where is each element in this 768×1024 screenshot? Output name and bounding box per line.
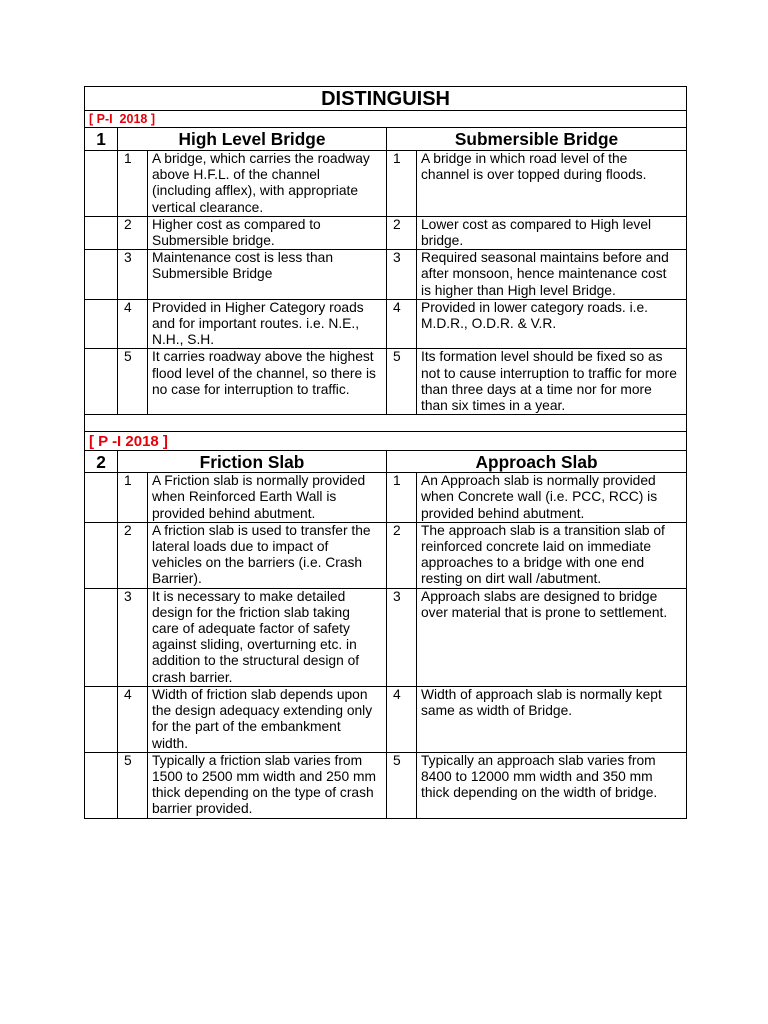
section-1-row-2-right-number: 2 xyxy=(387,216,417,249)
section-2-row-1-right-text: An Approach slab is normally provided when Concrete wall (i.e. PCC, RCC) is provided behind abutment. xyxy=(417,473,687,523)
section-2-row-1-right-number: 1 xyxy=(387,473,417,523)
section-2-row-3-left-text: It is necessary to make detailed design for the friction slab taking care of adequate factor of safety against sliding, overturning etc. in addition to the structural design of crash barrier. xyxy=(148,588,387,686)
document-title: DISTINGUISH xyxy=(85,87,687,111)
section-1-row-2 xyxy=(85,216,687,249)
section-1-row-5-right-number: 5 xyxy=(387,349,417,415)
section-2-row-1-left-text: A Friction slab is normally provided when Reinforced Earth Wall is provided behind abutment. xyxy=(148,473,387,523)
section-2-row-2-right-text: The approach slab is a transition slab of reinforced concrete laid on immediate approaches to a bridge with one end resting on dirt wall /abutment. xyxy=(417,522,687,588)
section-2-row-2-right-number: 2 xyxy=(387,522,417,588)
section-1-row-1-spacer xyxy=(85,151,118,217)
section-2-row-4-right-number: 4 xyxy=(387,686,417,752)
section-2-row-4 xyxy=(85,686,687,752)
section-1-row-3-left-number: 3 xyxy=(118,250,148,300)
section-2-row-5-spacer xyxy=(85,752,118,818)
section-2-row-5-left-text: Typically a friction slab varies from 1500 to 2500 mm width and 250 mm thick depending on the type of crash barrier provided. xyxy=(148,752,387,818)
section-1-left-heading: High Level Bridge xyxy=(118,128,387,151)
section-1-row-3-spacer xyxy=(85,250,118,300)
section-1-row-1 xyxy=(85,151,687,217)
section-1-exam-label: [ P-I 2018 ] xyxy=(85,111,687,128)
section-2-right-heading: Approach Slab xyxy=(387,451,687,473)
section-2-exam-label: [ P -I 2018 ] xyxy=(85,432,687,451)
section-2-header-row xyxy=(85,451,687,473)
section-1-row-4 xyxy=(85,299,687,349)
distinguish-table xyxy=(84,86,687,819)
section-2-left-heading: Friction Slab xyxy=(118,451,387,473)
section-1-right-heading: Submersible Bridge xyxy=(387,128,687,151)
section-2-row-3 xyxy=(85,588,687,686)
section-2-row-3-right-number: 3 xyxy=(387,588,417,686)
section-1-header-row xyxy=(85,128,687,151)
section-2-number: 2 xyxy=(85,451,118,473)
section-2-row-2-spacer xyxy=(85,522,118,588)
section-1-row-3 xyxy=(85,250,687,300)
section-2-row-2-left-number: 2 xyxy=(118,522,148,588)
section-1-row-3-right-text: Required seasonal maintains before and after monsoon, hence maintenance cost is higher than High level Bridge. xyxy=(417,250,687,300)
section-2-row-5-right-text: Typically an approach slab varies from 8400 to 12000 mm width and 350 mm thick depending on the width of bridge. xyxy=(417,752,687,818)
section-2-row-3-spacer xyxy=(85,588,118,686)
section-gap-row xyxy=(85,415,687,432)
section-1-row-1-left-text: A bridge, which carries the roadway above H.F.L. of the channel (including afflex), with appropriate vertical clearance. xyxy=(148,151,387,217)
section-2-row-2-left-text: A friction slab is used to transfer the lateral loads due to impact of vehicles on the barriers (i.e. Crash Barrier). xyxy=(148,522,387,588)
section-2-row-2 xyxy=(85,522,687,588)
section-2-row-3-left-number: 3 xyxy=(118,588,148,686)
section-2-row-1 xyxy=(85,473,687,523)
section-2-row-3-right-text: Approach slabs are designed to bridge over material that is prone to settlement. xyxy=(417,588,687,686)
section-2-row-5-right-number: 5 xyxy=(387,752,417,818)
section-1-label-row xyxy=(85,111,687,128)
section-2-row-1-left-number: 1 xyxy=(118,473,148,523)
section-1-row-4-left-number: 4 xyxy=(118,299,148,349)
section-1-row-2-spacer xyxy=(85,216,118,249)
section-1-row-5-right-text: Its formation level should be fixed so as not to cause interruption to traffic for more than three days at a time nor for more than six times in a year. xyxy=(417,349,687,415)
section-1-row-3-right-number: 3 xyxy=(387,250,417,300)
section-2-row-1-spacer xyxy=(85,473,118,523)
section-2-row-4-spacer xyxy=(85,686,118,752)
section-2-row-4-left-text: Width of friction slab depends upon the design adequacy extending only for the part of the embankment width. xyxy=(148,686,387,752)
section-1-row-1-right-text: A bridge in which road level of the channel is over topped during floods. xyxy=(417,151,687,217)
section-1-row-4-right-number: 4 xyxy=(387,299,417,349)
section-1-row-5-left-text: It carries roadway above the highest flood level of the channel, so there is no case for interruption to traffic. xyxy=(148,349,387,415)
title-row xyxy=(85,87,687,111)
section-1-row-4-spacer xyxy=(85,299,118,349)
section-1-row-5-left-number: 5 xyxy=(118,349,148,415)
section-1-row-2-left-text: Higher cost as compared to Submersible bridge. xyxy=(148,216,387,249)
section-2-label-row xyxy=(85,432,687,451)
section-1-row-5-spacer xyxy=(85,349,118,415)
section-1-row-1-left-number: 1 xyxy=(118,151,148,217)
section-1-row-4-left-text: Provided in Higher Category roads and for important routes. i.e. N.E., N.H., S.H. xyxy=(148,299,387,349)
section-1-row-1-right-number: 1 xyxy=(387,151,417,217)
section-2-row-4-right-text: Width of approach slab is normally kept same as width of Bridge. xyxy=(417,686,687,752)
section-2-row-4-left-number: 4 xyxy=(118,686,148,752)
section-gap-cell xyxy=(85,415,687,432)
section-2-row-5-left-number: 5 xyxy=(118,752,148,818)
section-1-row-2-left-number: 2 xyxy=(118,216,148,249)
section-1-row-2-right-text: Lower cost as compared to High level bridge. xyxy=(417,216,687,249)
section-2-row-5 xyxy=(85,752,687,818)
section-1-number: 1 xyxy=(85,128,118,151)
section-1-row-5 xyxy=(85,349,687,415)
section-1-row-4-right-text: Provided in lower category roads. i.e. M.D.R., O.D.R. & V.R. xyxy=(417,299,687,349)
section-1-row-3-left-text: Maintenance cost is less than Submersible Bridge xyxy=(148,250,387,300)
